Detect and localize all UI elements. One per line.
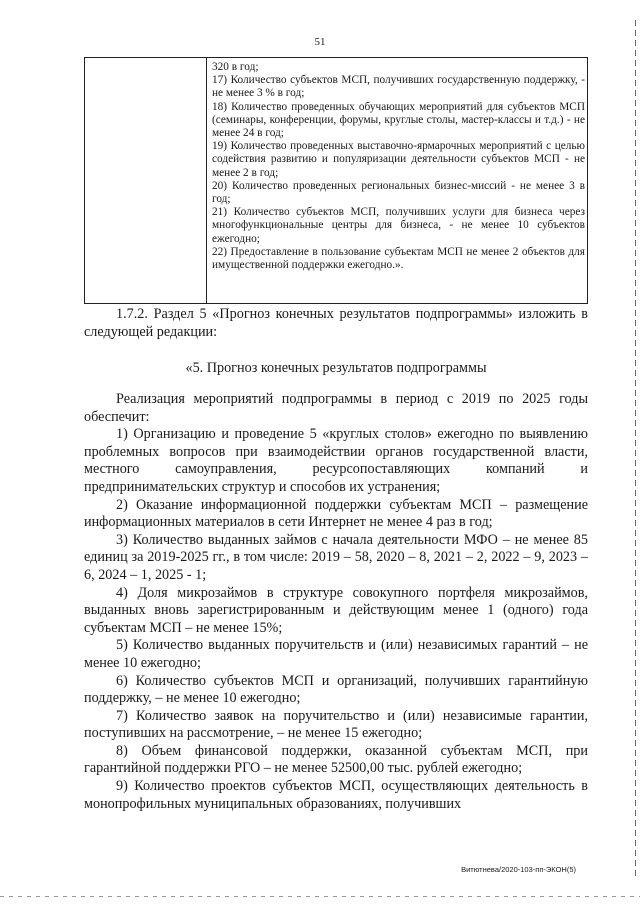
scan-bottom-line bbox=[0, 896, 640, 897]
main-text bbox=[84, 391, 588, 813]
list-item: 1) Организацию и проведение 5 «круглых столов» ежегодно по выявлению проблемных вопросов при взаимодействии органов государственной власти, местного самоуправления, ресурсопоставляющих компаний и предпринимательских структур и способов их устранения; bbox=[84, 426, 588, 495]
page-number: 51 bbox=[314, 36, 326, 48]
table-item: 18) Количество проведенных обучающих мероприятий для субъектов МСП (семинары, конференции, форумы, круглые столы, мастер-классы и т.д.) - не менее 24 в год; bbox=[212, 100, 585, 140]
table-item: 17) Количество субъектов МСП, получивших государственную поддержку, - не менее 3 % в год; bbox=[212, 74, 585, 100]
table-item: 20) Количество проведенных региональных бизнес-миссий - не менее 3 в год; bbox=[212, 179, 585, 206]
lead-paragraph: Реализация мероприятий подпрограммы в период с 2019 по 2025 годы обеспечит: bbox=[84, 391, 588, 425]
table-item: 22) Предоставление в пользование субъектам МСП не менее 2 объектов для имущественной поддержки ежегодно.». bbox=[212, 245, 585, 272]
table-item: 21) Количество субъектов МСП, получивших услуги для бизнеса через многофункциональные центры для бизнеса, - не менее 10 субъектов ежегодно; bbox=[212, 206, 585, 245]
list-item: 5) Количество выданных поручительств и (или) независимых гарантий – не менее 10 ежегодно; bbox=[84, 637, 588, 671]
table-item: 19) Количество проведенных выставочно-ярмарочных мероприятий с целью содействия развитию и популяризации деятельности субъектов МСП - не менее 2 в год; bbox=[212, 140, 585, 179]
intro-paragraph: 1.7.2. Раздел 5 «Прогноз конечных результатов подпрограммы» изложить в следующей редакции: bbox=[84, 306, 588, 340]
list-item: 7) Количество заявок на поручительство и (или) независимые гарантии, поступивших на рассмотрение, – не менее 15 ежегодно; bbox=[84, 707, 588, 742]
list-item: 6) Количество субъектов МСП и организаций, получивших гарантийную поддержку, – не менее 10 ежегодно; bbox=[84, 672, 588, 707]
list-item: 4) Доля микрозаймов в структуре совокупного портфеля микрозаймов, выданных вновь зарегистрированным и действующим менее 1 (одного) года субъектам МСП – не менее 15%; bbox=[84, 584, 588, 636]
list-item: 9) Количество проектов субъектов МСП, осуществляющих деятельность в монопрофильных муниципальных образованиях, получивших bbox=[84, 778, 588, 812]
table-item: 320 в год; bbox=[212, 61, 259, 73]
table-cell-text bbox=[212, 61, 585, 272]
table-column-divider bbox=[206, 58, 207, 303]
document-code: Витютнева/2020-103-пп-ЭКОН(5) bbox=[461, 865, 576, 874]
list-item: 2) Оказание информационной поддержки субъектам МСП – размещение информационных материалов в сети Интернет не менее 4 раз в год; bbox=[84, 496, 588, 531]
list-item: 3) Количество выданных займов с начала деятельности МФО – не менее 85 единиц за 2019-2025 гг., в том числе: 2019 – 58, 2020 – 8, 2021 – 2, 2022 – 9, 2023 – 6, 2024 – 1, 2025 - 1; bbox=[84, 531, 588, 583]
scan-edge-line bbox=[635, 20, 636, 880]
section-heading: «5. Прогноз конечных результатов подпрограммы bbox=[185, 360, 487, 376]
continuation-table bbox=[84, 57, 588, 304]
list-item: 8) Объем финансовой поддержки, оказанной субъектам МСП, при гарантийной поддержки РГО – не менее 52500,00 тыс. рублей ежегодно; bbox=[84, 742, 588, 777]
intro-block bbox=[84, 306, 588, 341]
